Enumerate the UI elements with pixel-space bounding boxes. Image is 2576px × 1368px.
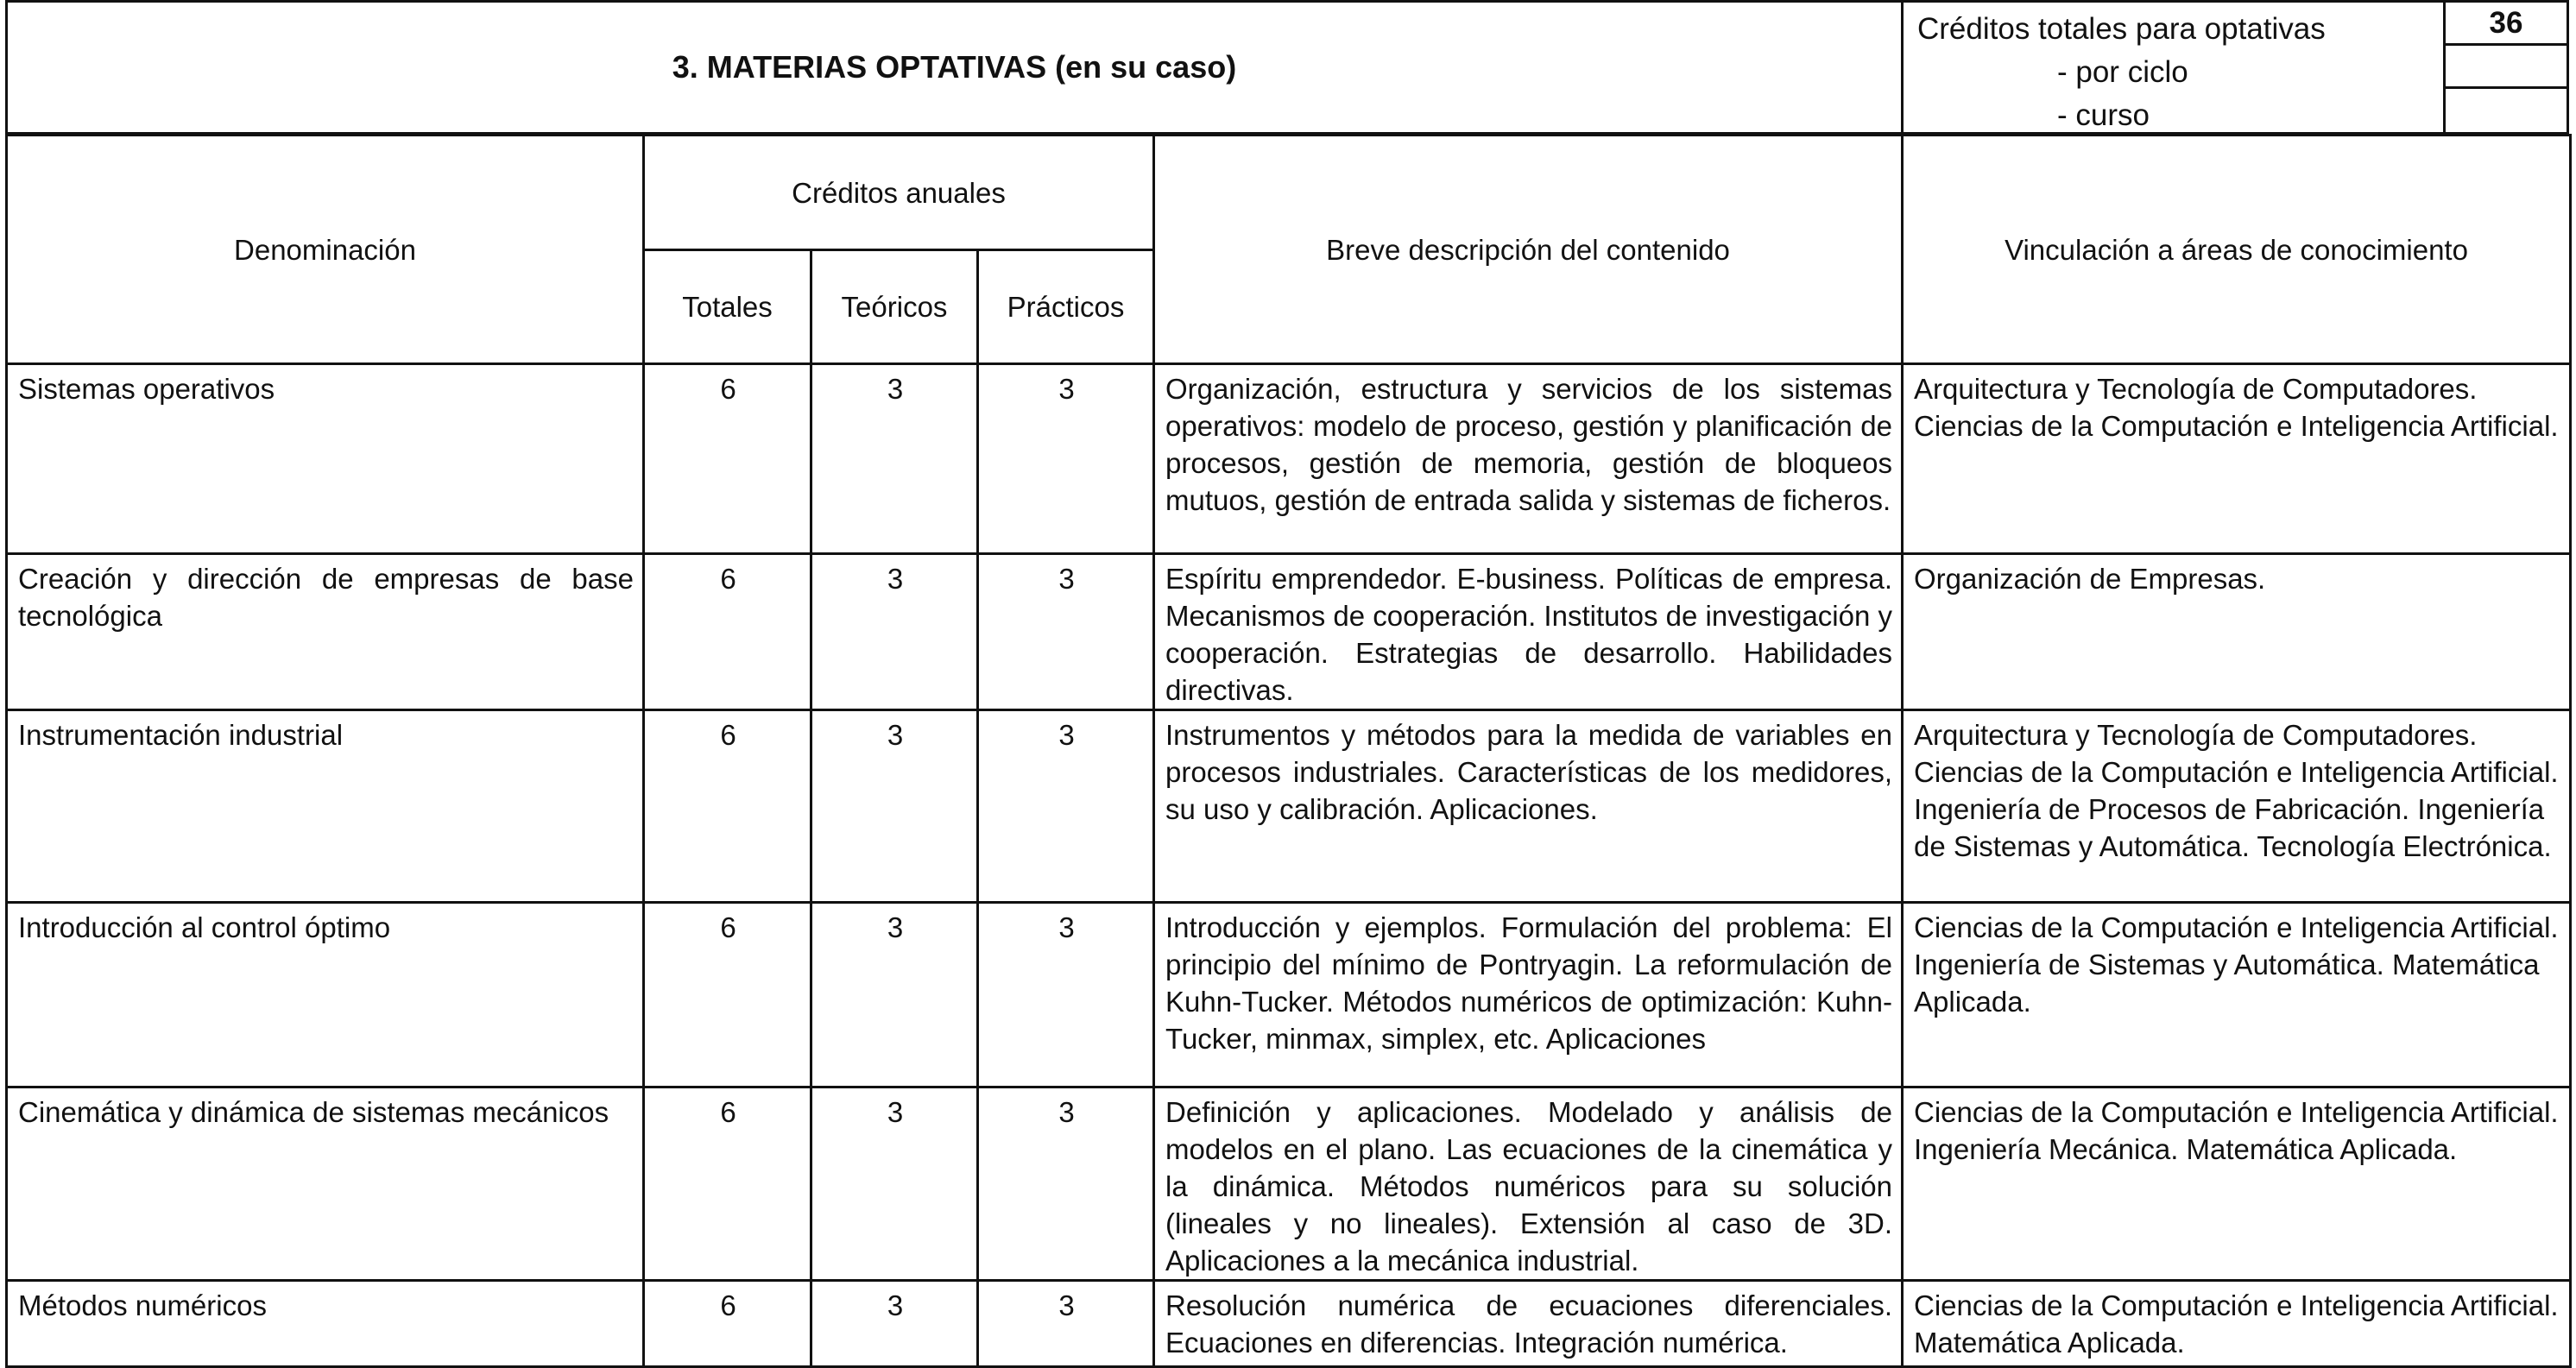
table-row — [7, 554, 2571, 710]
credits-theoretical: 3 — [811, 554, 978, 710]
table-row — [7, 1087, 2571, 1281]
subject-name: Creación y dirección de empresas de base tecnológica — [7, 554, 644, 710]
credits-practical: 3 — [978, 1087, 1154, 1281]
credits-practical: 3 — [978, 1281, 1154, 1367]
table-row — [7, 364, 2571, 554]
credits-totals: 6 — [644, 710, 811, 903]
table-row — [7, 710, 2571, 903]
credits-cycle-value — [2446, 46, 2567, 89]
credits-summary — [1904, 3, 2567, 132]
credits-practical: 3 — [978, 364, 1154, 554]
credits-total-value: 36 — [2446, 3, 2567, 46]
subject-areas: Ciencias de la Computación e Inteligencia Artificial. Matemática Aplicada. — [1903, 1281, 2571, 1367]
subject-areas: Arquitectura y Tecnología de Computadores. Ciencias de la Computación e Inteligencia Artificial. — [1903, 364, 2571, 554]
credits-totals: 6 — [644, 554, 811, 710]
col-header-totals: Totales — [644, 250, 811, 364]
subject-description: Resolución numérica de ecuaciones diferenciales. Ecuaciones en diferencias. Integración numérica. — [1154, 1281, 1903, 1367]
subject-areas: Organización de Empresas. — [1903, 554, 2571, 710]
credits-course-label: - curso — [2057, 98, 2150, 132]
credits-cycle-label: - por ciclo — [2057, 55, 2188, 89]
subject-description: Espíritu emprendedor. E-business. Políticas de empresa. Mecanismos de cooperación. Institutos de investigación y cooperación. Estrategias de desarrollo. Habilidades directivas. — [1154, 554, 1903, 710]
subject-name: Cinemática y dinámica de sistemas mecánicos — [7, 1087, 644, 1281]
credits-practical: 3 — [978, 710, 1154, 903]
subject-description: Introducción y ejemplos. Formulación del problema: El principio del mínimo de Pontryagin. La reformulación de Kuhn-Tucker. Métodos numéricos de optimización: Kuhn-Tucker, minmax, simplex, etc. Aplicaciones — [1154, 903, 1903, 1087]
subject-description: Instrumentos y métodos para la medida de variables en procesos industriales. Características de los medidores, su uso y calibración. Aplicaciones. — [1154, 710, 1903, 903]
credits-values-box — [2443, 3, 2567, 132]
credits-course-value — [2446, 89, 2567, 132]
col-header-annual-credits: Créditos anuales — [644, 136, 1154, 250]
subject-description: Definición y aplicaciones. Modelado y análisis de modelos en el plano. Las ecuaciones de la cinemática y la dinámica. Métodos numéricos para su solución (lineales y no lineales). Extensión al caso de 3D. Aplicaciones a la mecánica industrial. — [1154, 1087, 1903, 1281]
credits-totals: 6 — [644, 903, 811, 1087]
subject-areas: Ciencias de la Computación e Inteligencia Artificial. Ingeniería de Sistemas y Automática. Matemática Aplicada. — [1903, 903, 2571, 1087]
credits-theoretical: 3 — [811, 364, 978, 554]
col-header-areas: Vinculación a áreas de conocimiento — [1903, 136, 2571, 364]
subject-areas: Arquitectura y Tecnología de Computadores. Ciencias de la Computación e Inteligencia Artificial. Ingeniería de Procesos de Fabricación. Ingeniería de Sistemas y Automática. Tecnología Electrónica. — [1903, 710, 2571, 903]
credits-theoretical: 3 — [811, 903, 978, 1087]
credits-total-label: Créditos totales para optativas — [1917, 12, 2326, 46]
credits-totals: 6 — [644, 1281, 811, 1367]
section-title: 3. MATERIAS OPTATIVAS (en su caso) — [8, 3, 1904, 132]
credits-practical: 3 — [978, 903, 1154, 1087]
header-block — [5, 0, 2569, 135]
subject-name: Introducción al control óptimo — [7, 903, 644, 1087]
col-header-practical: Prácticos — [978, 250, 1154, 364]
credits-theoretical: 3 — [811, 1281, 978, 1367]
table-row — [7, 903, 2571, 1087]
credits-totals: 6 — [644, 1087, 811, 1281]
col-header-description: Breve descripción del contenido — [1154, 136, 1903, 364]
subject-name: Instrumentación industrial — [7, 710, 644, 903]
col-header-theoretical: Teóricos — [811, 250, 978, 364]
credits-theoretical: 3 — [811, 1087, 978, 1281]
credits-totals: 6 — [644, 364, 811, 554]
document-page — [5, 0, 2573, 1359]
credits-theoretical: 3 — [811, 710, 978, 903]
subject-name: Sistemas operativos — [7, 364, 644, 554]
subject-description: Organización, estructura y servicios de los sistemas operativos: modelo de proceso, gestión y planificación de procesos, gestión de memoria, gestión de bloqueos mutuos, gestión de entrada salida y sistemas de ficheros. — [1154, 364, 1903, 554]
subjects-table — [5, 134, 2572, 1368]
credits-practical: 3 — [978, 554, 1154, 710]
subject-name: Métodos numéricos — [7, 1281, 644, 1367]
subject-areas: Ciencias de la Computación e Inteligencia Artificial. Ingeniería Mecánica. Matemática Aplicada. — [1903, 1087, 2571, 1281]
table-row — [7, 1281, 2571, 1367]
col-header-name: Denominación — [7, 136, 644, 364]
